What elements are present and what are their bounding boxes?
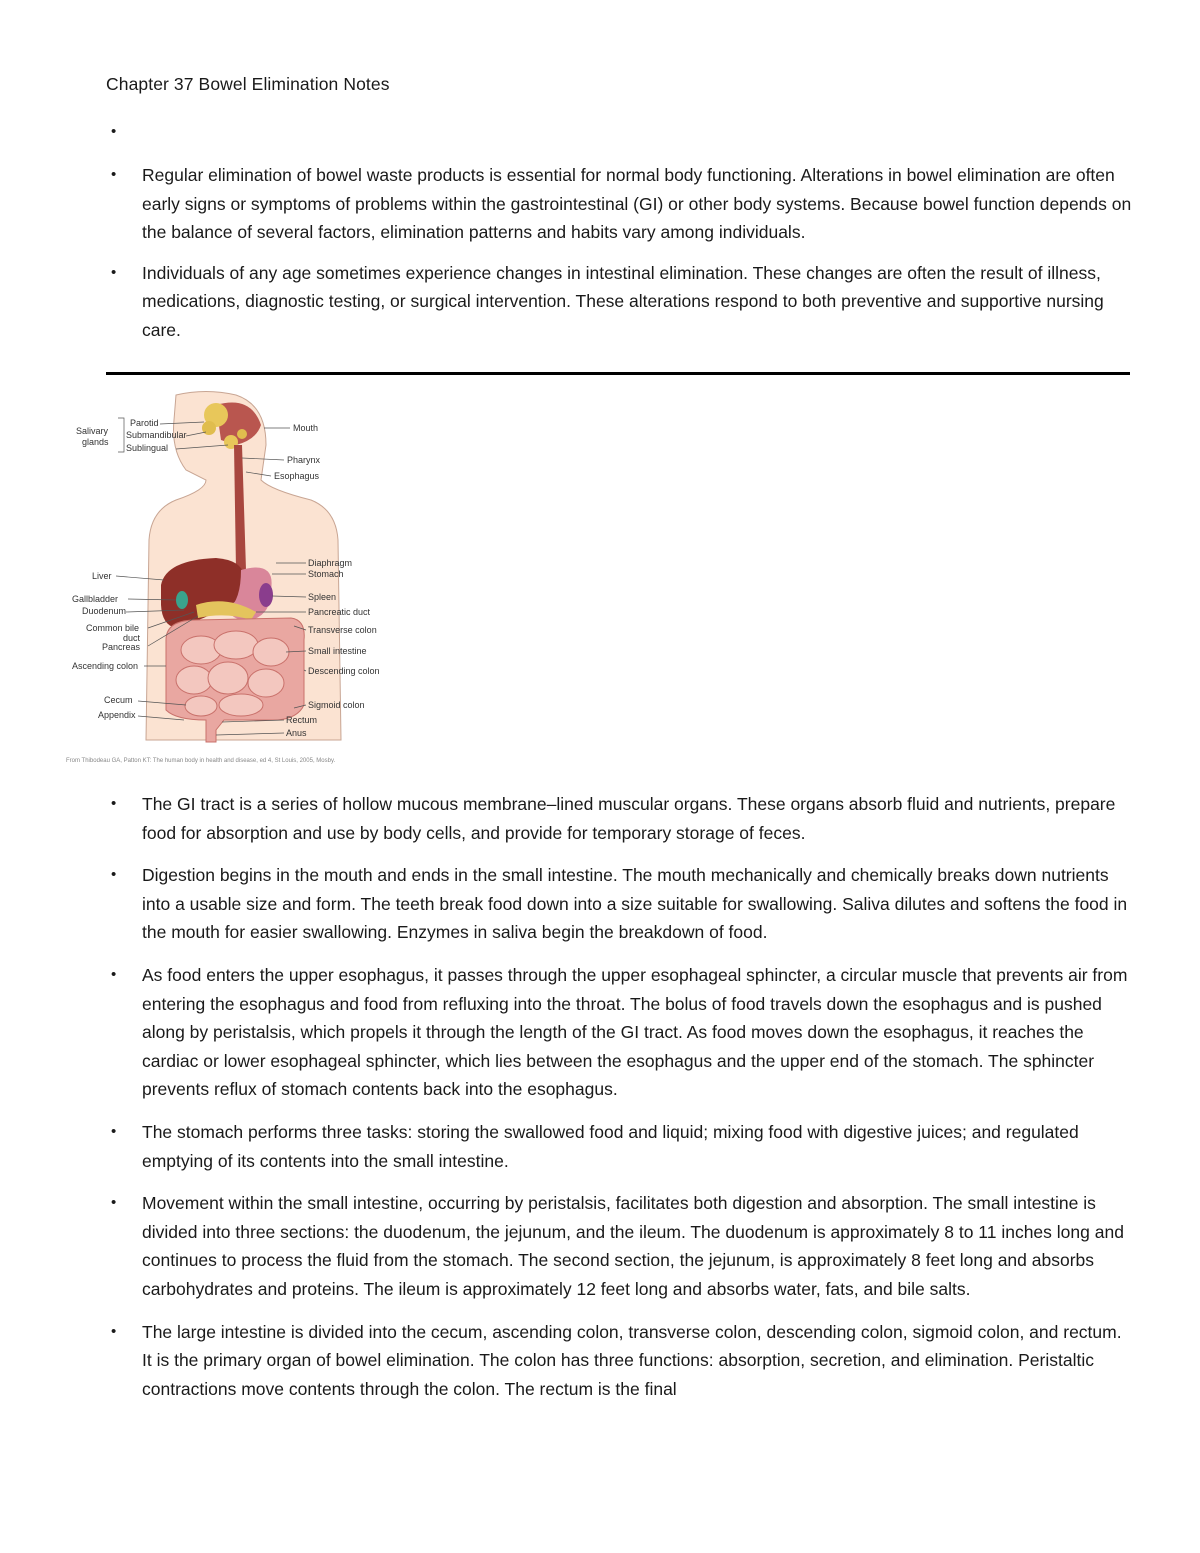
figure-label: Small intestine [308,646,367,656]
bullet-icon: • [111,1322,117,1340]
figure-label: Descending colon [308,666,380,676]
list-item [106,790,1136,847]
list-item-text: The GI tract is a series of hollow mucous membrane–lined muscular organs. These organs absorb fluid and nutrients, prepare food for absorption and use by body cells, and provide for temporary storage of feces. [142,794,1116,843]
list-item [106,259,1136,345]
list-item [106,1318,1136,1404]
bullet-icon: • [111,965,117,983]
bullet-icon: • [111,795,117,812]
figure-label: Duodenum [82,606,127,616]
figure-label: Ascending colon [72,661,139,671]
horizontal-divider [106,372,1130,375]
figure-label: Sublingual [126,443,169,453]
list-item [106,118,1136,146]
figure-label: Pancreas [102,642,141,652]
intro-bullet-list [106,118,1136,357]
figure-label: glands [82,437,109,447]
bullet-icon: • [111,866,117,884]
figure-label: Pharynx [287,455,321,465]
figure-label: Spleen [308,592,337,602]
bullet-icon: • [111,263,117,281]
list-item-text: Movement within the small intestine, occurring by peristalsis, facilitates both digestion and absorption. The small intestine is divided into three sections: the duodenum, the jejunum, and the ileum. The duodenum is approximately 8 to 11 inches long and continues to process the fluid from the stomach. The second section, the jejunum, is approximately 8 feet long and absorbs carbohydrates and proteins. The ileum is approximately 12 feet long and absorbs water, fats, and bile salts. [142,1193,1124,1299]
list-item [106,1189,1136,1303]
figure-label: Anus [286,728,307,738]
list-item-text: The stomach performs three tasks: storing the swallowed food and liquid; mixing food with digestive juices; and regulated emptying of its contents into the small intestine. [142,1121,1079,1171]
figure-label: Cecum [104,695,133,705]
figure-label: Mouth [293,423,319,433]
list-item-text: The large intestine is divided into the cecum, ascending colon, transverse colon, descending colon, sigmoid colon, and rectum. It is the primary organ of bowel elimination. The colon has three functions: absorption, secretion, and elimination. Peristaltic contractions move contents through the colon. The rectum is the final [142,1321,1122,1399]
list-item-text: As food enters the upper esophagus, it passes through the upper esophageal sphincter, a circular muscle that prevents air from entering the esophagus and food from refluxing into the throat. The bolus of food travels down the esophagus and is pushed along by peristalsis, which propels it through the length of the GI tract. As food moves down the esophagus, it reaches the cardiac or lower esophageal sphincter, which lies between the esophagus and the upper end of the stomach. The sphincter prevents reflux of stomach contents back into the esophagus. [142,964,1128,1100]
figure-label: Appendix [98,710,136,720]
figure-label: Salivary [76,426,109,436]
figure-label: Liver [92,571,112,581]
bullet-icon: • [111,1194,117,1212]
figure-label: Parotid [130,418,159,428]
figure-label: Gallbladder [72,594,119,604]
bullet-icon: • [111,123,117,140]
list-item [106,161,1136,247]
digestive-system-illustration [66,390,380,768]
list-item-text: Individuals of any age sometimes experience changes in intestinal elimination. These changes are often the result of illness, medications, diagnostic testing, or surgical intervention. These alterations respond to both preventive and supportive nursing care. [142,262,1104,340]
figure-label: Diaphragm [308,558,353,568]
figure-credit: From Thibodeau GA, Patton KT: The human body in health and disease, ed 4, St Louis, 2005, Mosby. [66,758,336,764]
list-item [106,961,1136,1104]
page-title: Chapter 37 Bowel Elimination Notes [106,74,390,94]
list-item [106,1118,1136,1175]
figure-label: duct [123,633,141,643]
figure-label: Pancreatic duct [308,607,371,617]
figure-label: Esophagus [274,471,320,481]
figure-label: Common bile [86,623,140,633]
digestive-system-figure [66,390,380,768]
figure-label: Transverse colon [308,625,377,635]
list-item-text: Digestion begins in the mouth and ends in the small intestine. The mouth mechanically and chemically breaks down nutrients into a usable size and form. The teeth break food down into a size suitable for swallowing. Saliva dilutes and softens the food in the mouth for easier swallowing. Enzymes in saliva begin the breakdown of food. [142,865,1128,943]
figure-label: Rectum [286,715,318,725]
body-bullet-list [106,790,1136,1417]
list-item [106,861,1136,947]
figure-label: Sigmoid colon [308,700,365,710]
list-item-text: Regular elimination of bowel waste products is essential for normal body functioning. Alterations in bowel elimination are often early signs or symptoms of problems within the gastrointestinal (GI) or other body systems. Because bowel function depends on the balance of several factors, elimination patterns and habits vary among individuals. [142,165,1132,243]
bullet-icon: • [111,1122,117,1140]
bullet-icon: • [111,166,117,183]
figure-label: Submandibular [126,430,187,440]
figure-label: Stomach [308,569,344,579]
